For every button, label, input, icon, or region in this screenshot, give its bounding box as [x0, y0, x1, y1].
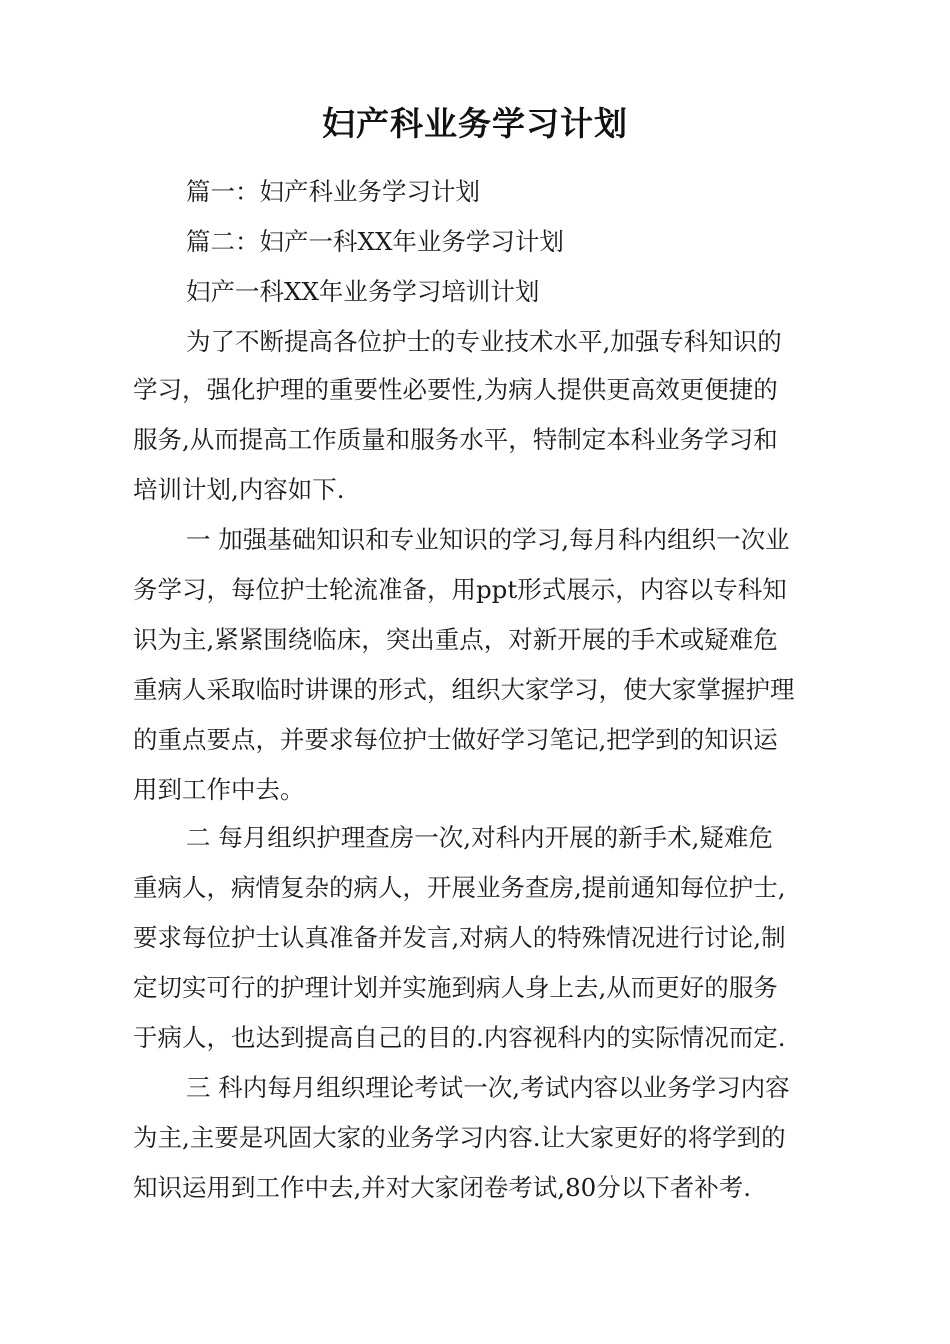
text-line: 知识运用到工作中去,并对大家闭卷考试,80分以下者补考.	[133, 1173, 752, 1202]
text-line: 识为主,紧紧围绕临床，突出重点，对新开展的手术或疑难危	[133, 625, 778, 654]
text-line: 三 科内每月组织理论考试一次,考试内容以业务学习内容	[186, 1073, 790, 1102]
text-line: 用到工作中去。	[133, 775, 305, 804]
text-line: 务学习，每位护士轮流准备，用ppt形式展示，内容以专科知	[133, 575, 787, 604]
text-line: 为了不断提高各位护士的专业技术水平,加强专科知识的	[186, 327, 782, 356]
text-line: 要求每位护士认真准备并发言,对病人的特殊情况进行讨论,制	[133, 923, 786, 952]
text-line: 篇一：妇产科业务学习计划	[186, 177, 480, 206]
text-line: 于病人，也达到提高自己的目的.内容视科内的实际情况而定.	[133, 1023, 786, 1052]
text-line: 的重点要点，并要求每位护士做好学习笔记,把学到的知识运	[133, 725, 778, 754]
text-line: 为主,主要是巩固大家的业务学习内容.让大家更好的将学到的	[133, 1123, 786, 1152]
text-line: 一 加强基础知识和专业知识的学习,每月科内组织一次业	[186, 525, 790, 554]
text-line: 服务,从而提高工作质量和服务水平，特制定本科业务学习和	[133, 425, 778, 454]
text-line: 培训计划,内容如下.	[133, 475, 345, 504]
text-line: 重病人采取临时讲课的形式，组织大家学习，使大家掌握护理	[133, 675, 795, 704]
text-line: 妇产一科XX年业务学习培训计划	[186, 277, 540, 306]
text-line: 定切实可行的护理计划并实施到病人身上去,从而更好的服务	[133, 973, 778, 1002]
text-line: 学习，强化护理的重要性必要性,为病人提供更高效更便捷的	[133, 375, 778, 404]
text-line: 二 每月组织护理查房一次,对科内开展的新手术,疑难危	[186, 823, 773, 852]
document-title: 妇产科业务学习计划	[322, 104, 628, 143]
text-line: 重病人，病情复杂的病人，开展业务查房,提前通知每位护士,	[133, 873, 786, 902]
text-line: 篇二：妇产一科XX年业务学习计划	[186, 227, 564, 256]
